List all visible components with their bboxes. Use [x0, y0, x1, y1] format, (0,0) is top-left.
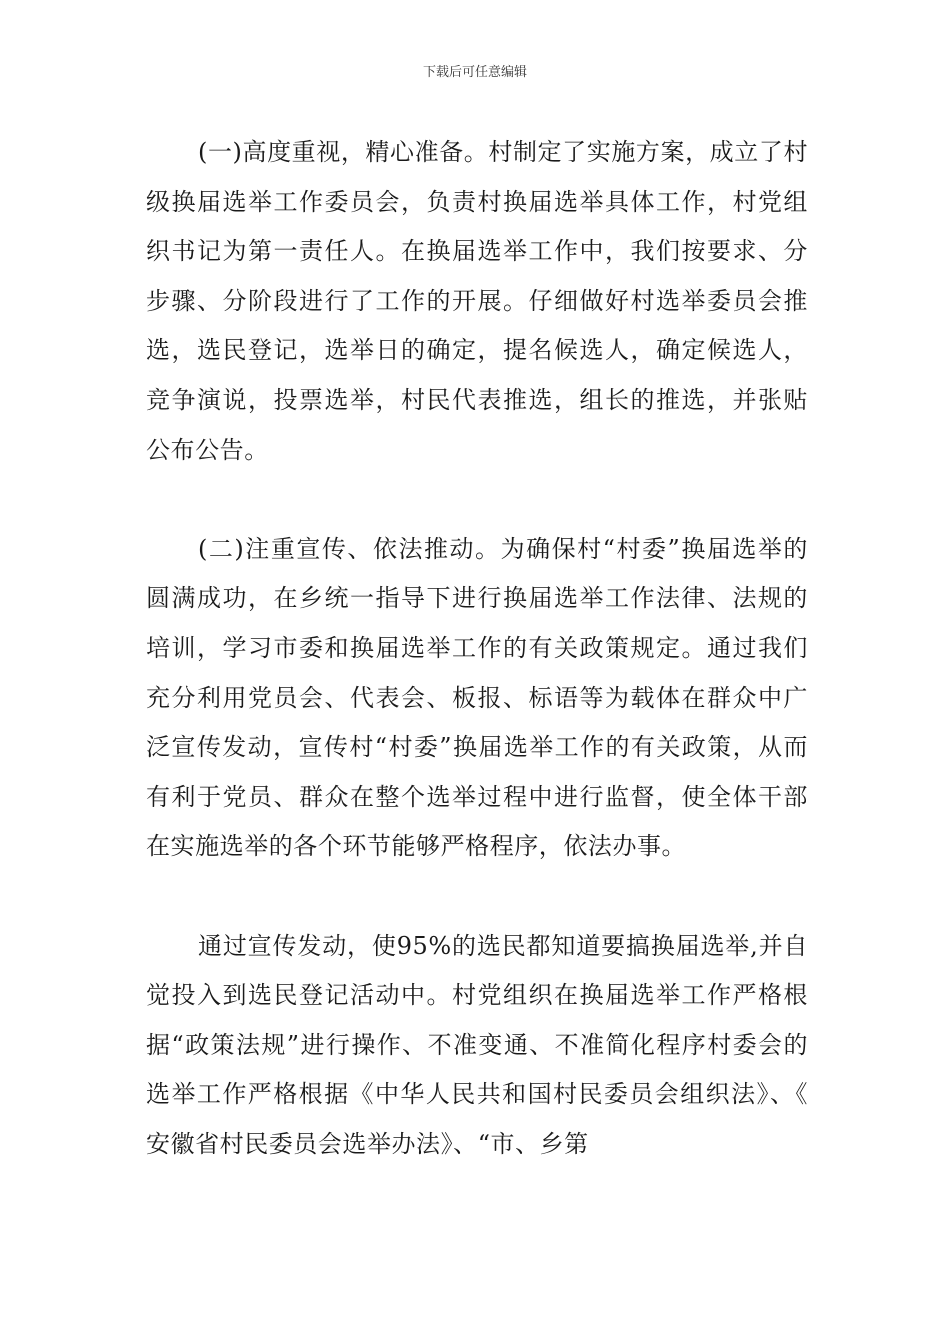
page-header-note: 下载后可任意编辑: [422, 65, 527, 80]
paragraph-1: (一)高度重视，精心准备。村制定了实施方案，成立了村级换届选举工作委员会，负责村换届选举具体工作，村党组织书记为第一责任人。在换届选举工作中，我们按要求、分步骤、分阶段进行了工作的开展。仔细做好村选举委员会推选，选民登记，选举日的确定，提名候选人，确定候选人，竞争演说，投票选举，村民代表推选，组长的推选，并张贴公布公告。: [146, 138, 808, 464]
paragraph-3: 通过宣传发动，使95%的选民都知道要搞换届选举,并自觉投入到选民登记活动中。村党组织在换届选举工作严格根据“政策法规”进行操作、不准变通、不准简化程序村委会的选举工作严格根据《中华人民共和国村民委员会组织法》、《安徽省村民委员会选举办法》、“市、乡第: [146, 931, 808, 1158]
document-body: [146, 128, 808, 1169]
paragraph-2: (二)注重宣传、依法推动。为确保村“村委”换届选举的圆满成功，在乡统一指导下进行换届选举工作法律、法规的培训，学习市委和换届选举工作的有关政策规定。通过我们充分利用党员会、代表会、板报、标语等为载体在群众中广泛宣传发动，宣传村“村委”换届选举工作的有关政策，从而有利于党员、群众在整个选举过程中进行监督，使全体干部在实施选举的各个环节能够严格程序，依法办事。: [146, 534, 808, 861]
